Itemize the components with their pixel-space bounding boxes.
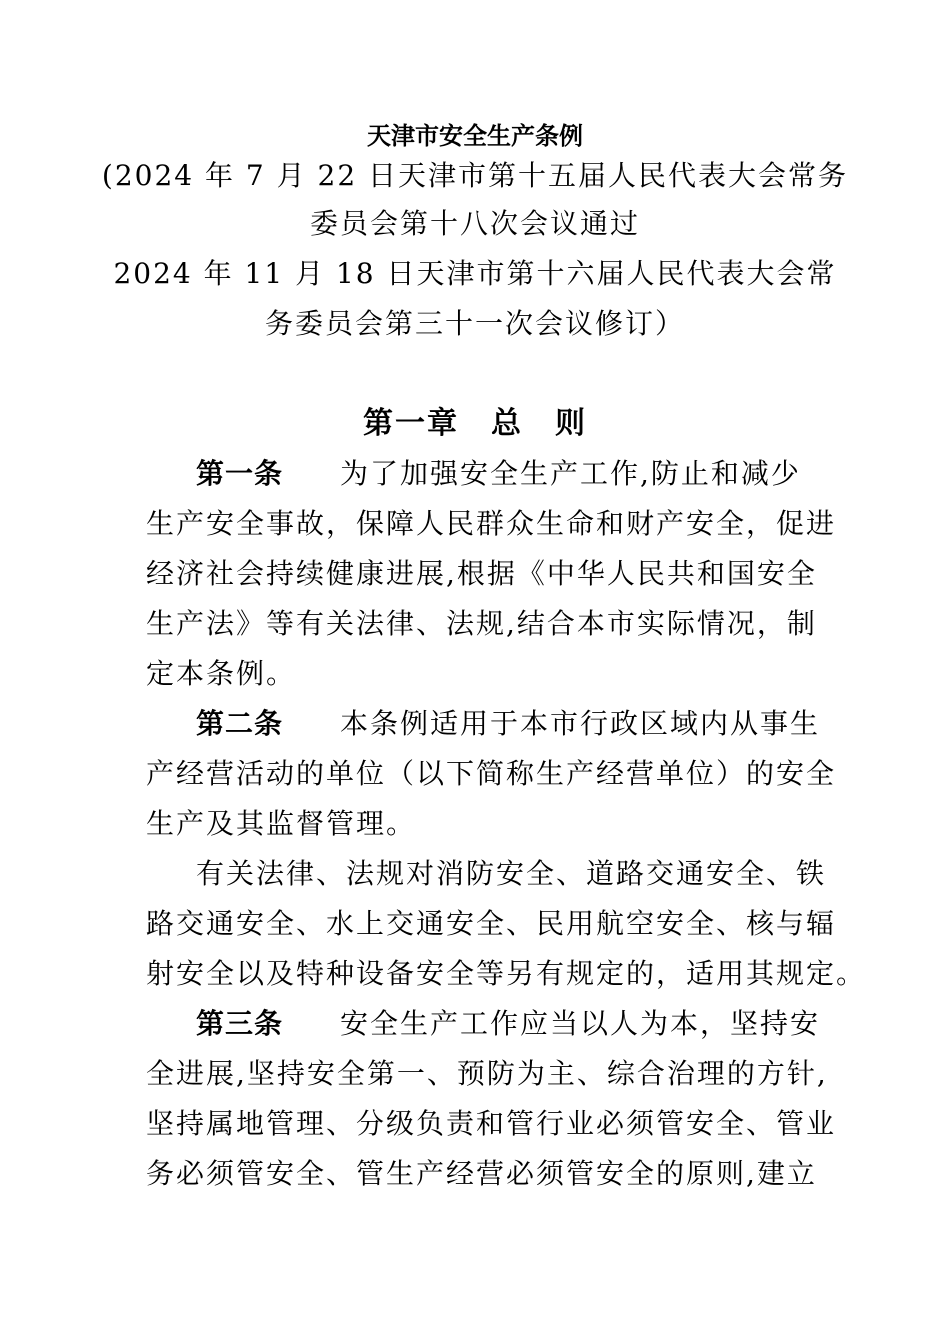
article-2-first-line: 本条例适用于本市行政区域内从事生 bbox=[340, 707, 821, 740]
chapter-title: 第一章 总 则 bbox=[363, 406, 587, 441]
article-2-para-2-line-2: 路交通安全、水上交通安全、民用航空安全、核与辐 bbox=[146, 907, 837, 940]
article-2-para-2-line-1: 有关法律、法规对消防安全、道路交通安全、铁 bbox=[196, 857, 827, 890]
article-2-line-2: 产经营活动的单位（以下简称生产经营单位）的安全 bbox=[146, 757, 837, 790]
article-1-label: 第一条 bbox=[196, 457, 284, 490]
article-1-line-3: 经济社会持续健康进展,根据《中华人民共和国安全 bbox=[146, 557, 817, 590]
article-3-line-3: 坚持属地管理、分级负责和管行业必须管安全、管业 bbox=[146, 1107, 837, 1140]
article-2-para-2-line-3: 射安全以及特种设备安全等另有规定的，适用其规定。 bbox=[146, 957, 867, 990]
article-3-label: 第三条 bbox=[196, 1007, 284, 1040]
article-3-line-4: 务必须管安全、管生产经营必须管安全的原则,建立 bbox=[146, 1157, 817, 1190]
article-1-line-5: 定本条例。 bbox=[146, 657, 297, 690]
article-2-line-3: 生产及其监督管理。 bbox=[146, 807, 417, 840]
article-3-line-2: 全进展,坚持安全第一、预防为主、综合治理的方针, bbox=[146, 1057, 828, 1090]
article-1-line-4: 生产法》等有关法律、法规,结合本市实际情况，制 bbox=[146, 607, 817, 640]
article-3-first-line: 安全生产工作应当以人为本，坚持安 bbox=[340, 1007, 821, 1040]
subtitle-line-2: 委员会第十八次会议通过 bbox=[309, 207, 640, 240]
document-title: 天津市安全生产条例 bbox=[367, 122, 583, 150]
subtitle-line-4: 务委员会第三十一次会议修订） bbox=[264, 307, 685, 340]
subtitle-line-1: (2024 年 7 月 22 日天津市第十五届人民代表大会常务 bbox=[101, 159, 849, 192]
article-1-first-line: 为了加强安全生产工作,防止和减少 bbox=[340, 457, 801, 490]
subtitle-line-3: 2024 年 11 月 18 日天津市第十六届人民代表大会常 bbox=[113, 257, 837, 290]
article-2-label: 第二条 bbox=[196, 707, 284, 740]
article-1-line-2: 生产安全事故，保障人民群众生命和财产安全，促进 bbox=[146, 507, 837, 540]
